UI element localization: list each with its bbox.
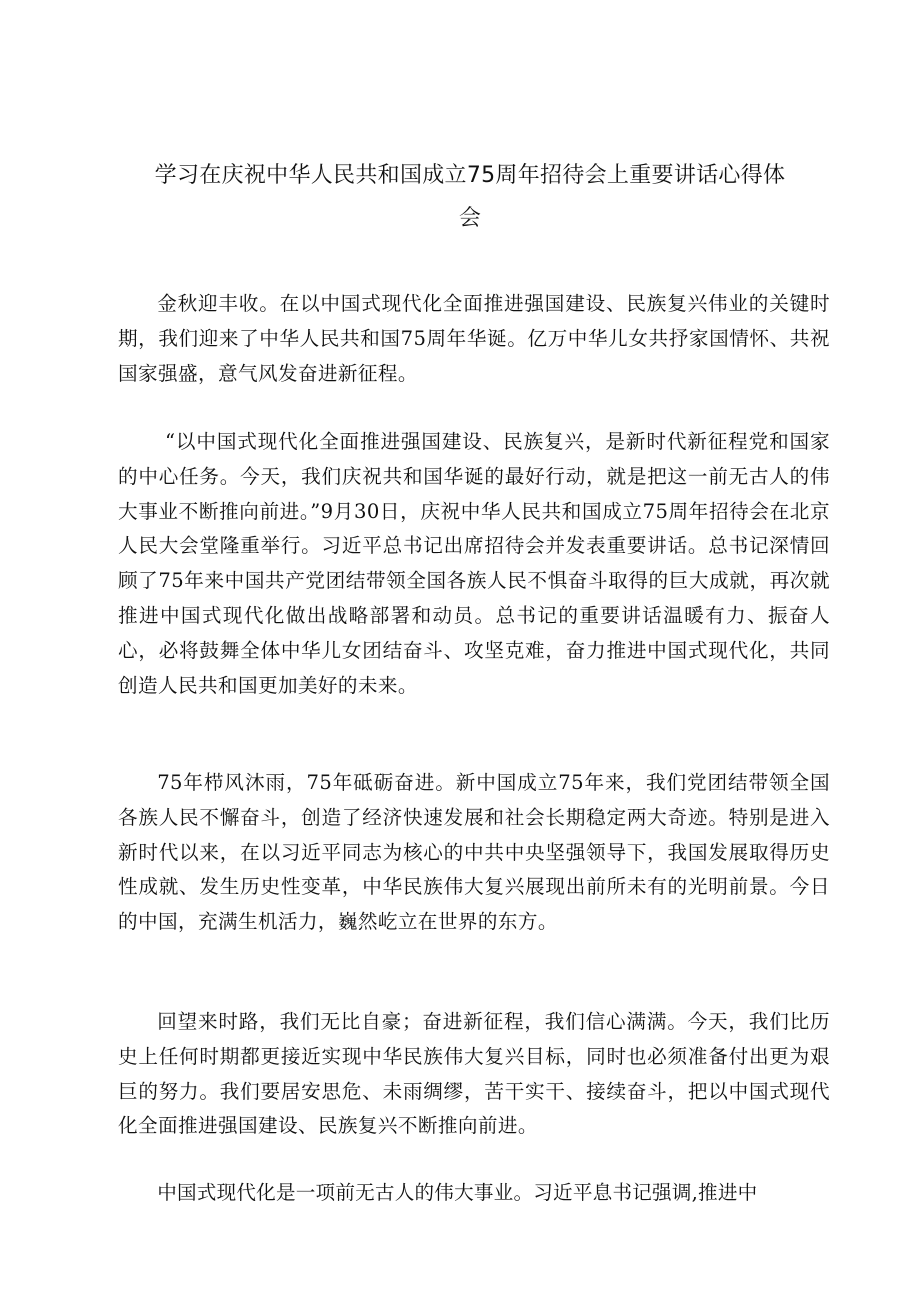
paragraph: “以中国式现代化全面推进强国建设、民族复兴，是新时代新征程党和国家的中心任务。今天，我们庆祝共和国华诞的最好行动，就是把这一前无古人的伟大事业不断推向前进。”9月30日，庆祝中华人民共和国成立75周年招待会在北京人民大会堂隆重举行。习近平总书记出席招待会并发表重要讲话。总书记深情回顾了75年来中国共产党团结带领全国各族人民不惧奋斗取得的巨大成就，再次就推进中国式现代化做出战略部署和动员。总书记的重要讲话温暖有力、振奋人心，必将鼓舞全体中华儿女团结奋斗、攻坚克难，奋力推进中国式现代化，共同创造人民共和国更加美好的未来。 bbox=[118, 430, 830, 697]
paragraph: 金秋迎丰收。在以中国式现代化全面推进强国建设、民族复兴伟业的关键时期，我们迎来了中华人民共和国75周年华诞。亿万中华儿女共抒家国情怀、共祝国家强盛，意气风发奋进新征程。 bbox=[118, 292, 830, 385]
document-title-line-1: 学习在庆祝中华人民共和国成立75周年招待会上重要讲话心得体 bbox=[154, 163, 786, 188]
paragraph: 75年栉风沐雨，75年砥砺奋进。新中国成立75年来，我们党团结带领全国各族人民不懈奋斗，创造了经济快速发展和社会长期稳定两大奇迹。特别是进入新时代以来，在以习近平同志为核心的中共中央坚强领导下，我国发展取得历史性成就、发生历史性变革，中华民族伟大复兴展现出前所未有的光明前景。今日的中国，充满生机活力，巍然屹立在世界的东方。 bbox=[118, 771, 830, 934]
document-title-line-2: 会 bbox=[458, 206, 482, 231]
paragraph: 中国式现代化是一项前无古人的伟大事业。习近平息书记强调,推进中 bbox=[157, 1181, 758, 1204]
paragraph: 回望来时路，我们无比自豪；奋进新征程，我们信心满满。今天，我们比历史上任何时期都更接近实现中华民族伟大复兴目标，同时也必须准备付出更为艰巨的努力。我们要居安思危、未雨绸缪，苦干实干、接续奋斗，把以中国式现代化全面推进强国建设、民族复兴不断推向前进。 bbox=[118, 1010, 830, 1138]
